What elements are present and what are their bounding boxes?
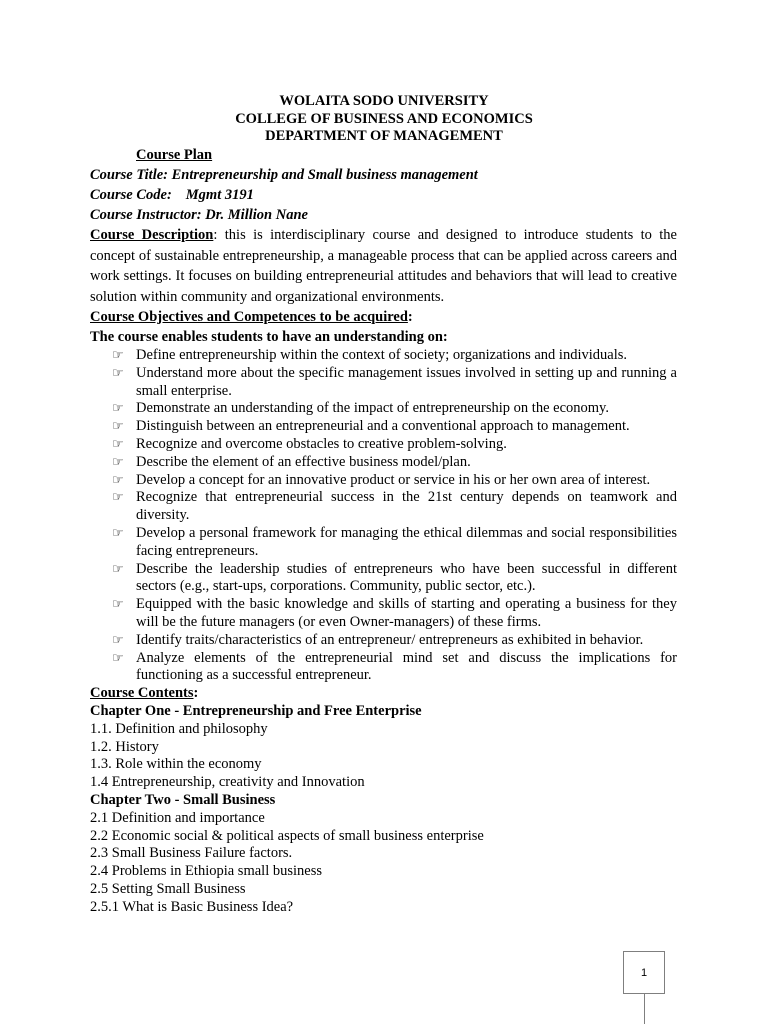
document-header xyxy=(0,93,768,146)
pointing-hand-icon: ☞ xyxy=(112,419,124,435)
pointing-hand-icon: ☞ xyxy=(112,454,124,470)
pointing-hand-icon: ☞ xyxy=(112,525,124,541)
course-description xyxy=(90,225,677,307)
list-item: 2.3 Small Business Failure factors. xyxy=(90,845,293,862)
page-number-connector xyxy=(644,994,645,1024)
list-item: 2.5.1 What is Basic Business Idea? xyxy=(90,898,294,915)
objectives-list xyxy=(90,347,677,685)
contents-heading: Course Contents: xyxy=(90,685,199,702)
chapter-one-title: Chapter One - Entrepreneurship and Free Enterprise xyxy=(90,702,422,719)
pointing-hand-icon: ☞ xyxy=(112,348,124,363)
objectives-heading: Course Objectives and Competences to be acquired: xyxy=(90,309,413,325)
course-instructor: Course Instructor: Dr. Million Nane xyxy=(90,207,308,223)
department-name: DEPARTMENT OF MANAGEMENT xyxy=(265,128,503,144)
list-item: ☞ Define entrepreneurship within the context of society; organizations and individuals. xyxy=(112,347,627,363)
chapter-two-title: Chapter Two - Small Business xyxy=(90,791,276,808)
pointing-hand-icon: ☞ xyxy=(112,436,124,452)
list-item: ☞ Recognize that entrepreneurial success in the 21st century depends on teamwork and diversity. xyxy=(112,489,677,524)
document-body xyxy=(90,145,677,917)
course-plan-heading: Course Plan xyxy=(136,147,213,163)
list-item: ☞ Identify traits/characteristics of an entrepreneur/ entrepreneurs as exhibited in behavior. xyxy=(112,631,644,648)
objectives-intro: The course enables students to have an understanding on: xyxy=(90,329,448,345)
pointing-hand-icon: ☞ xyxy=(112,472,124,488)
college-name: COLLEGE OF BUSINESS AND ECONOMICS xyxy=(235,110,533,127)
list-item: 2.4 Problems in Ethiopia small business xyxy=(90,863,322,880)
list-item: ☞ Develop a personal framework for managing the ethical dilemmas and social responsibilities facing entrepreneurs. xyxy=(112,524,677,559)
list-item: ☞ Describe the leadership studies of entrepreneurs who have been successful in different sectors (e.g., start-ups, corporations. Community, public sector, etc.). xyxy=(112,560,677,595)
list-item: ☞ Develop a concept for an innovative product or service in his or her own area of interest. xyxy=(112,471,651,488)
list-item: 2.2 Economic social & political aspects of small business enterprise xyxy=(90,827,484,844)
list-item: ☞ Analyze elements of the entrepreneurial mind set and discuss the implications for functioning as a successful entrepreneur. xyxy=(112,649,677,684)
pointing-hand-icon: ☞ xyxy=(112,650,124,666)
pointing-hand-icon: ☞ xyxy=(112,490,124,506)
pointing-hand-icon: ☞ xyxy=(112,401,124,417)
course-contents xyxy=(90,685,677,916)
pointing-hand-icon: ☞ xyxy=(112,632,124,648)
list-item: 1.2. History xyxy=(90,738,159,755)
course-description-label: Course Description xyxy=(90,227,214,243)
list-item: ☞ Understand more about the specific management issues involved in setting up and running a small enterprise. xyxy=(112,364,677,399)
list-item: ☞ Demonstrate an understanding of the impact of entrepreneurship on the economy. xyxy=(112,400,609,417)
list-item: ☞ Distinguish between an entrepreneurial and a conventional approach to management. xyxy=(112,418,630,435)
course-description-text: : this is interdisciplinary course and designed to introduce students to the concept of sustainable entrepreneurship, a manageable process that can be applied across careers and work settings. It focuses on building entrepreneurial attitudes and behaviors that will lead to creative solution within community and organizational environments. xyxy=(90,227,677,305)
list-item: ☞ Equipped with the basic knowledge and skills of starting and operating a business for they will be the future managers (or even Owner-managers) of these firms. xyxy=(112,596,677,630)
pointing-hand-icon: ☞ xyxy=(112,597,124,613)
page-number: 1 xyxy=(640,967,648,979)
course-code-label: Course Code: xyxy=(90,187,172,203)
list-item: ☞ Describe the element of an effective business model/plan. xyxy=(112,453,471,470)
page-number-box xyxy=(623,951,665,994)
list-item: 1.3. Role within the economy xyxy=(90,756,262,773)
list-item: 2.1 Definition and importance xyxy=(90,809,265,826)
list-item: ☞ Recognize and overcome obstacles to creative problem-solving. xyxy=(112,435,507,452)
list-item: 1.1. Definition and philosophy xyxy=(90,720,268,737)
pointing-hand-icon: ☞ xyxy=(112,365,124,381)
course-code-value: Mgmt 3191 xyxy=(185,187,254,203)
pointing-hand-icon: ☞ xyxy=(112,561,124,577)
list-item: 1.4 Entrepreneurship, creativity and Innovation xyxy=(90,774,365,791)
list-item: 2.5 Setting Small Business xyxy=(90,880,246,897)
course-code xyxy=(90,185,677,205)
university-name: WOLAITA SODO UNIVERSITY xyxy=(279,93,489,109)
course-title: Course Title: Entrepreneurship and Small business management xyxy=(90,167,478,183)
